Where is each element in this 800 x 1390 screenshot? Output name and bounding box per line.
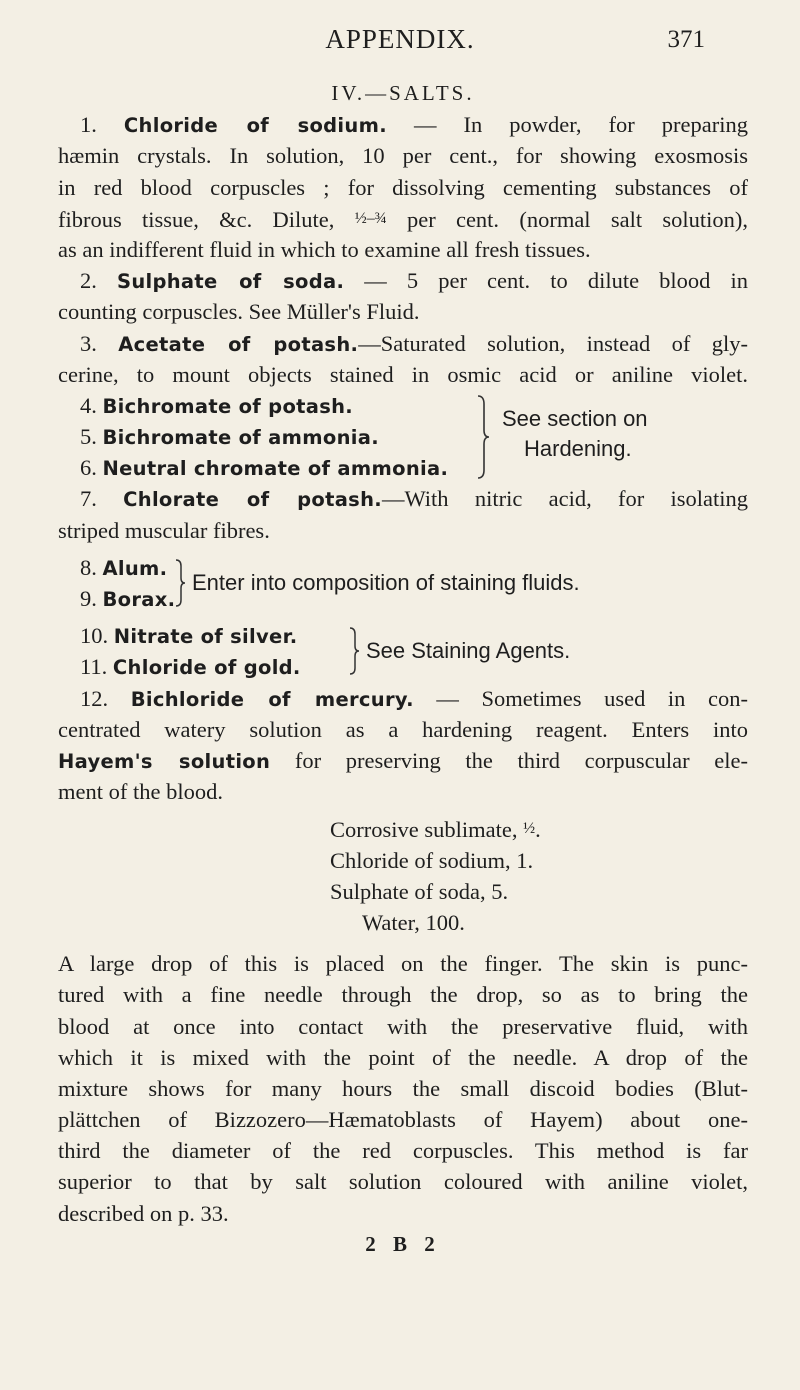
item-11: 11. Chloride of gold. [80, 654, 301, 680]
paragraph-line: tured with a fine needle through the drop, so as to bring the [58, 982, 748, 1008]
item-12-line-3: Hayem's solution for preserving the third corpuscular ele- [58, 748, 748, 773]
item-1-line-3: in red blood corpuscles ; for dissolving cementing substances of [58, 174, 748, 200]
item-6: 6. Neutral chromate of ammonia. [80, 455, 449, 481]
item-3-line-1: 3. Acetate of potash.—Saturated solution, instead of gly- [80, 330, 749, 356]
formula-line: Corrosive sublimate, ½. [330, 817, 541, 843]
paragraph-line: mixture shows for many hours the small discoid bodies (Blut- [58, 1075, 748, 1101]
item-7-title: Chlorate of potash. [123, 488, 382, 512]
item-1-line-1: 1. Chloride of sodium. — In powder, for preparing [80, 112, 749, 138]
paragraph-line: A large drop of this is placed on the finger. The skin is punc- [58, 951, 748, 977]
staining-fluids-note: Enter into composition of staining fluids. [192, 569, 580, 595]
hardening-note: See section on Hardening. [502, 405, 648, 461]
item-12-line-4: ment of the blood. [58, 779, 223, 805]
item-9: 9. Borax. [80, 586, 176, 612]
running-head: APPENDIX. [325, 24, 475, 54]
item-4: 4. Bichromate of potash. [80, 392, 354, 418]
item-1-line-4: fibrous tissue, &c. Dilute, ½–¾ per cent. (normal salt solution), [58, 206, 748, 232]
paragraph-line: which it is mixed with the point of the needle. A drop of the [58, 1044, 748, 1070]
formula-line: Chloride of sodium, 1. [330, 847, 534, 873]
paragraph-line: blood at once into contact with the preservative fluid, with [58, 1013, 748, 1039]
hardening-group [58, 390, 748, 484]
item-2-line-1: 2. Sulphate of soda. — 5 per cent. to dilute blood in [80, 268, 749, 294]
item-12-line-2: centrated watery solution as a hardening reagent. Enters into [58, 716, 748, 742]
item-2-line-2: counting corpuscles. See Müller's Fluid. [58, 299, 420, 325]
item-1-line-2: hæmin crystals. In solution, 10 per cent., for showing exosmosis [58, 143, 748, 169]
page-body [58, 78, 748, 1260]
formula-block [58, 813, 748, 938]
staining-agents-group [58, 620, 748, 682]
section-title: IV.—SALTS. [331, 81, 475, 105]
right-brace-icon [174, 558, 186, 608]
item-1-line-5: as an indifferent fluid in which to examine all fresh tissues. [58, 236, 591, 262]
right-brace-icon [476, 394, 490, 480]
fraction: ½–¾ [354, 209, 387, 227]
item-10: 10. Nitrate of silver. [80, 623, 298, 649]
item-1-title: Chloride of sodium. [123, 114, 387, 138]
paragraph-line: superior to that by salt solution coloured with aniline violet, [58, 1169, 748, 1195]
page-number: 371 [667, 26, 705, 53]
page-header [0, 20, 800, 60]
item-12-title: Bichloride of mercury. [130, 687, 414, 711]
formula-line: Sulphate of soda, 5. [330, 878, 509, 904]
staining-agents-note: See Staining Agents. [366, 638, 571, 664]
item-3-title: Acetate of potash. [118, 332, 359, 356]
hayems-solution-title: Hayem's solution [58, 750, 271, 773]
signature-mark: 2 B 2 [365, 1231, 441, 1256]
paragraph-line: third the diameter of the red corpuscles. This method is far [58, 1138, 748, 1164]
paragraph-line: plättchen of Bizzozero—Hæmatoblasts of Hayem) about one- [58, 1107, 748, 1133]
item-12-line-1: 12. Bichloride of mercury. — Sometimes used in con- [80, 685, 748, 711]
right-brace-icon [348, 626, 360, 676]
staining-fluids-group [58, 552, 748, 614]
paragraph-line: described on p. 33. [58, 1200, 229, 1226]
item-8: 8. Alum. [80, 554, 168, 580]
paragraph [58, 948, 748, 1229]
item-5: 5. Bichromate of ammonia. [80, 424, 379, 450]
item-7-line-2: striped muscular fibres. [58, 517, 270, 543]
item-3-line-2: cerine, to mount objects stained in osmic acid or aniline violet. [58, 361, 748, 387]
item-2-title: Sulphate of soda. [116, 270, 345, 294]
item-7-line-1: 7. Chlorate of potash.—With nitric acid, for isolating [80, 486, 748, 512]
formula-line: Water, 100. [362, 909, 465, 935]
